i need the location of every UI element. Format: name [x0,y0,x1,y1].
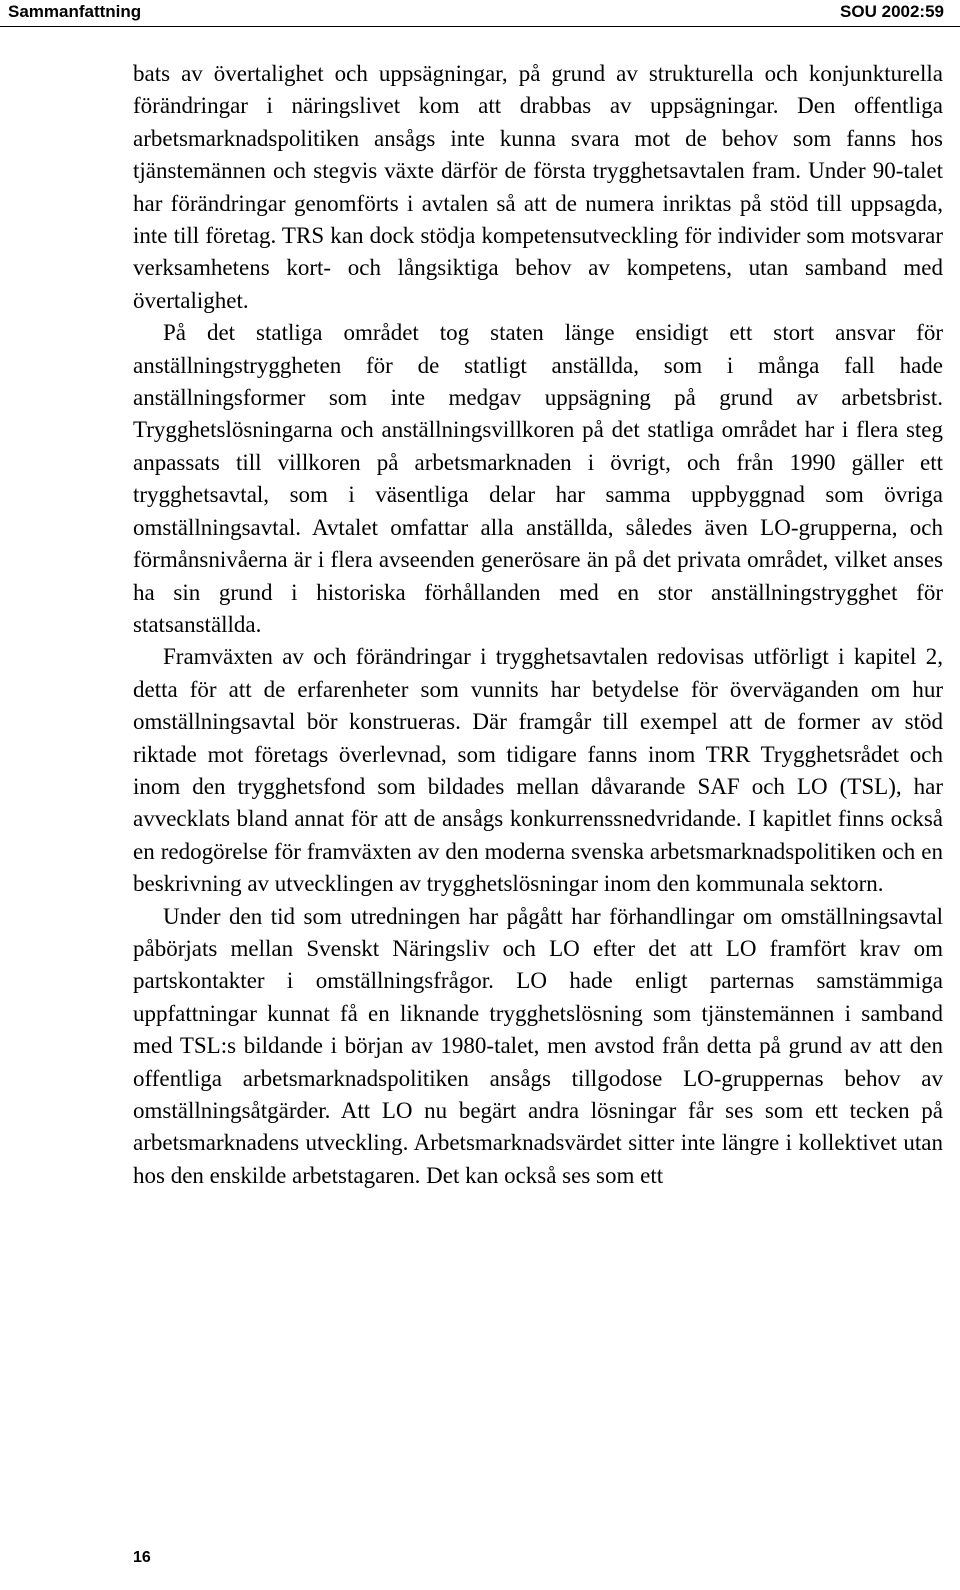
running-header [0,0,960,21]
header-rule [0,26,960,27]
header-section-title: Sammanfattning [8,2,142,21]
body-text [133,58,943,1192]
paragraph-state-sector: På det statliga området tog staten länge ensidigt ett stort ansvar för anställningstryggheten för de statligt anställda, som i många fall hade anställningsformer som inte medgav uppsägning på grund av arbetsbrist. Trygghetslösningarna och anställningsvillkoren på det statliga området har i flera steg anpassats till villkoren på arbetsmarknaden i övrigt, och från 1990 gäller ett trygghetsavtal, som i väsentliga delar har samma uppbyggnad som övriga omställningsavtal. Avtalet omfattar alla anställda, således även LO-grupperna, och förmånsnivåerna är i flera avseenden generösare än på det privata området, vilket anses ha sin grund i historiska förhållanden med en stor anställningstrygghet för statsanställda. [133,320,943,637]
paragraph-continuation: bats av övertalighet och uppsägningar, på grund av strukturella och konjunkturella förändringar i näringslivet kom att drabbas av uppsägningar. Den offentliga arbetsmarknadspolitiken ansågs inte kunna svara mot de behov som fanns hos tjänstemännen och stegvis växte därför de första trygghetsavtalen fram. Under 90-talet har förändringar genomförts i avtalen så att de numera inriktas på stöd till uppsagda, inte till företag. TRS kan dock stödja kompetensutveckling för individer som motsvarar verksamhetens kort- och långsiktiga behov av kompetens, utan samband med övertalighet. [133,61,943,313]
paragraph-chapter-two: Framväxten av och förändringar i trygghetsavtalen redovisas utförligt i kapitel 2, detta för att de erfarenheter som vunnits har betydelse för överväganden om hur omställningsavtal bör konstrueras. Där framgår till exempel att de former av stöd riktade mot företags överlevnad, som tidigare fanns inom TRR Trygghetsrådet och inom den trygghetsfond som bildades mellan dåvarande SAF och LO (TSL), har avvecklats bland annat för att de ansågs konkurrenssnedvridande. I kapitlet finns också en redogörelse för framväxten av den moderna svenska arbetsmarknadspolitiken och en beskrivning av utvecklingen av trygghetslösningar inom den kommunala sektorn. [133,644,943,897]
page-number: 16 [133,1549,151,1566]
header-report-number: SOU 2002:59 [840,2,944,21]
paragraph-negotiations: Under den tid som utredningen har pågått har förhandlingar om omställningsavtal påbörjats mellan Svenskt Näringsliv och LO efter det att LO framfört krav om partskontakter i omställningsfrågor. LO hade enligt parternas samstämmiga uppfattningar kunnat få en liknande trygghetslösning som tjänstemännen i samband med TSL:s bildande i början av 1980-talet, men avstod från detta på grund av att den offentliga arbetsmarknadspolitiken ansågs tillgodose LO-gruppernas behov av omställningsåtgärder. Att LO nu begärt andra lösningar får ses som ett tecken på arbetsmarknadens utveckling. Arbetsmarknadsvärdet sitter inte längre i kollektivet utan hos den enskilde arbetstagaren. Det kan också ses som ett [133,903,943,1188]
